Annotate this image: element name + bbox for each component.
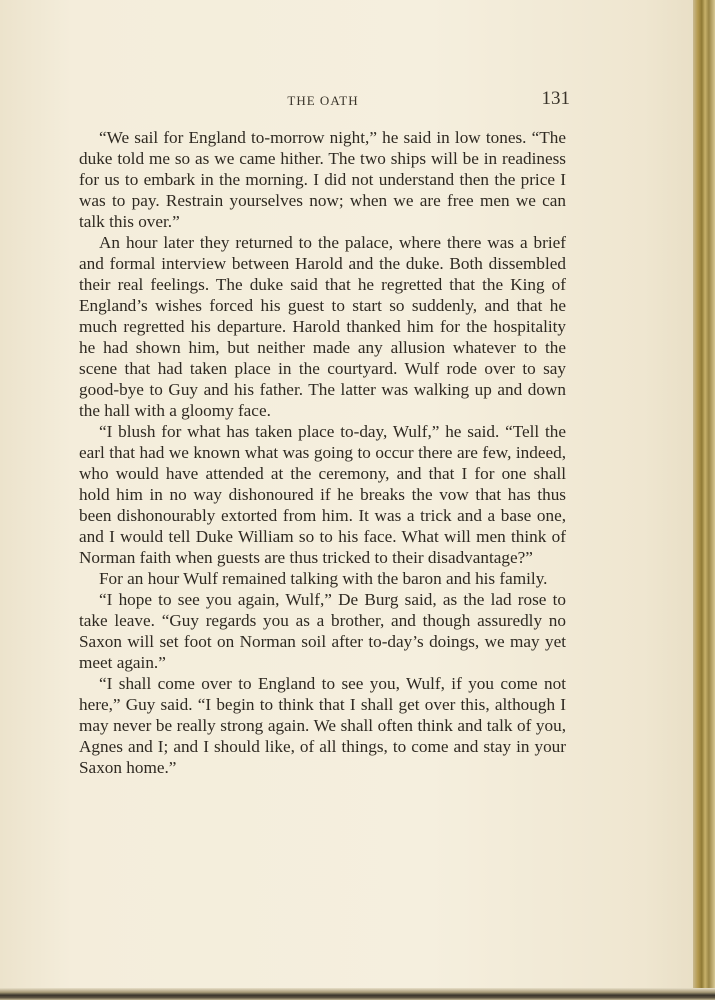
paragraph: For an hour Wulf remained talking with the baron and his family. [99,569,548,588]
page-header [78,88,568,110]
paragraph: “I blush for what has taken place to-day, Wulf,” he said. “Tell the earl that had we known what was going to occur there are few, indeed, who would have attended at the ceremony, and that I for one shall hold him in no way dishonoured if he breaks the vow that has thus been dishonourably extorted from him. It was a trick and a base one, and I would tell Duke William so to his face. What will men think of Norman faith when guests are thus tricked to their disadvantage?” [79,422,566,567]
book-spine-edge [693,0,715,1000]
body-text [79,127,566,778]
running-title: THE OATH [287,93,359,108]
paragraph: An hour later they returned to the palace, where there was a brief and formal interview between Harold and the duke. Both dissembled their real feelings. The duke said that he regretted that the King of England’s wishes forced his guest to start so suddenly, and that he much regretted his departure. Harold thanked him for the hospitality he had shown him, but neither made any allusion whatever to the scene that had taken place in the courtyard. Wulf rode over to say good-bye to Guy and his father. The latter was walking up and down the hall with a gloomy face. [79,233,566,420]
page-bottom-edge [0,988,715,1000]
paragraph: “I hope to see you again, Wulf,” De Burg said, as the lad rose to take leave. “Guy regards you as a brother, and though assuredly no Saxon will set foot on Norman soil after to-day’s doings, we may yet meet again.” [79,590,566,672]
page-number: 131 [541,88,570,109]
paragraph: “I shall come over to England to see you, Wulf, if you come not here,” Guy said. “I begin to think that I shall get over this, although I may never be really strong again. We shall often think and talk of you, Agnes and I; and I should like, of all things, to come and stay in your Saxon home.” [79,674,566,777]
paragraph: “We sail for England to-morrow night,” he said in low tones. “The duke told me so as we came hither. The two ships will be in readiness for us to embark in the morning. I did not understand then the price I was to pay. Restrain yourselves now; when we are free men we can talk this over.” [79,128,566,231]
